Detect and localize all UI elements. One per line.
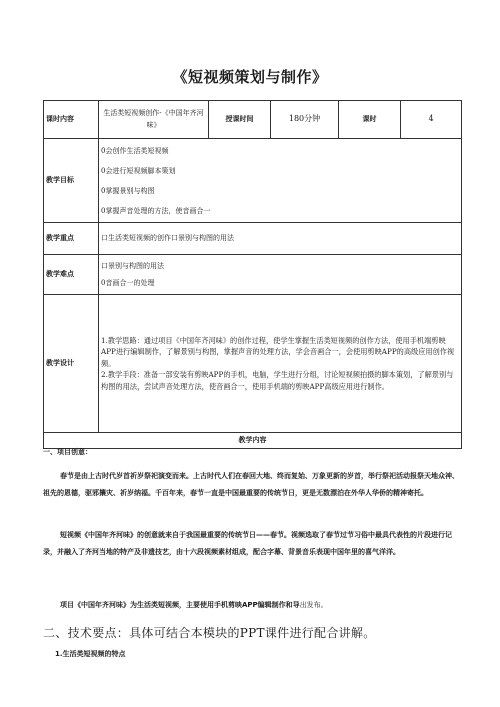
row-difficulties — [44, 255, 462, 295]
paragraph-2 — [43, 527, 461, 561]
label-lesson-content: 课时内容 — [44, 101, 99, 139]
goal-item: 0掌握声音处理的方法，使音画合一 — [101, 206, 211, 215]
goal-item: 0掌握景别与构图 — [101, 186, 155, 195]
difficulties-list — [99, 255, 462, 295]
label-key-points: 教学重点 — [44, 223, 99, 255]
paragraph-3-bold: 项目《中国年齐河味》为生活类短视频，主要使用手机剪映APP编辑制作和导 — [60, 601, 300, 609]
heading-project-idea — [43, 447, 461, 457]
features-subheading: 1.生活类短视频的特点 — [55, 650, 126, 658]
tech-points-heading: 二、技术要点：具体可结合本模块的PPT课件进行配合讲解。 — [43, 626, 376, 640]
label-teaching-design: 教学设计 — [44, 295, 99, 433]
key-points-text: 口生活类短视频的创作口景别与构图的用法 — [99, 223, 462, 255]
heading-tech-points — [43, 624, 461, 641]
project-idea-paragraph-2: 短视频《中国年齐河味》的创意就来自于我国最重要的传统节日——春节。视频选取了春节过节习俗中最具代表性的片段进行记录，并融入了齐河当地的特产及非遗技艺，由十六段视频素材组成，配合字幕、背景音乐表现中国年里的喜气洋洋。 — [43, 531, 452, 556]
design-paragraph-2: 2.教学手段：准备一部安装有剪映APP的手机，电脑，学生进行分组，讨论短视频拍摄的脚本策划，了解景别与构图的用法，尝试声音处理方法，使音画合一，使用手机端的剪映APP高级应用进行制作。 — [101, 370, 454, 391]
label-difficulties: 教学难点 — [44, 255, 99, 295]
label-teaching-time: 授课时间 — [209, 101, 271, 139]
document-title: 《短视频策划与制作》 — [172, 68, 328, 86]
heading-features — [43, 649, 461, 659]
row-course-info — [44, 101, 462, 139]
label-class-hours: 课时 — [339, 101, 401, 139]
teaching-design-text — [99, 295, 462, 433]
paragraph-3 — [43, 597, 461, 614]
lesson-plan-table — [43, 100, 462, 449]
class-hours-value: 4 — [401, 101, 462, 139]
difficulty-item: 口景别与构图的用法 — [101, 261, 164, 270]
design-paragraph-1: 1.教学思路：通过项目《中国年齐河味》的创作过程，使学生掌握生活类短视频的创作方法，使用手机端剪映APP进行编辑制作，了解景别与构图，掌握声音的处理方法，学会音画合一，会使用剪映APP的高级应用创作视频。 — [101, 335, 455, 368]
paragraph-3-light: 出发布。 — [299, 601, 328, 609]
goal-item: 0会创作生活类短视频 — [101, 146, 169, 155]
difficulty-item: 0音画合一的处理 — [101, 278, 155, 287]
project-idea-heading: 一、项目创意： — [43, 448, 92, 456]
paragraph-1 — [43, 468, 461, 502]
teaching-goals-list — [99, 139, 462, 223]
project-idea-paragraph-1: 春节是由上古时代岁首祈岁祭祀演变而来。上古时代人们在春回大地、终而复始、万象更新的岁首，举行祭祀活动报祭天地众神、祖先的恩德，驱邪攘灾、祈岁纳福。千百年来，春节一直是中国最重要的传统节日，更是无数漂泊在外华人华侨的精神寄托。 — [43, 472, 459, 497]
section-header-teaching-content: 教学内容 — [44, 433, 462, 449]
teaching-time-value: 180分钟 — [271, 101, 339, 139]
row-teaching-goals — [44, 139, 462, 223]
row-key-points — [44, 223, 462, 255]
goal-item: 0会进行短视频脚本策划 — [101, 166, 176, 175]
project-idea-paragraph-3 — [43, 597, 461, 614]
label-teaching-goals: 教学目标 — [44, 139, 99, 223]
row-teaching-design — [44, 295, 462, 433]
lesson-content-value: 生活类短视频创作-《中国年齐河味》 — [99, 101, 209, 139]
